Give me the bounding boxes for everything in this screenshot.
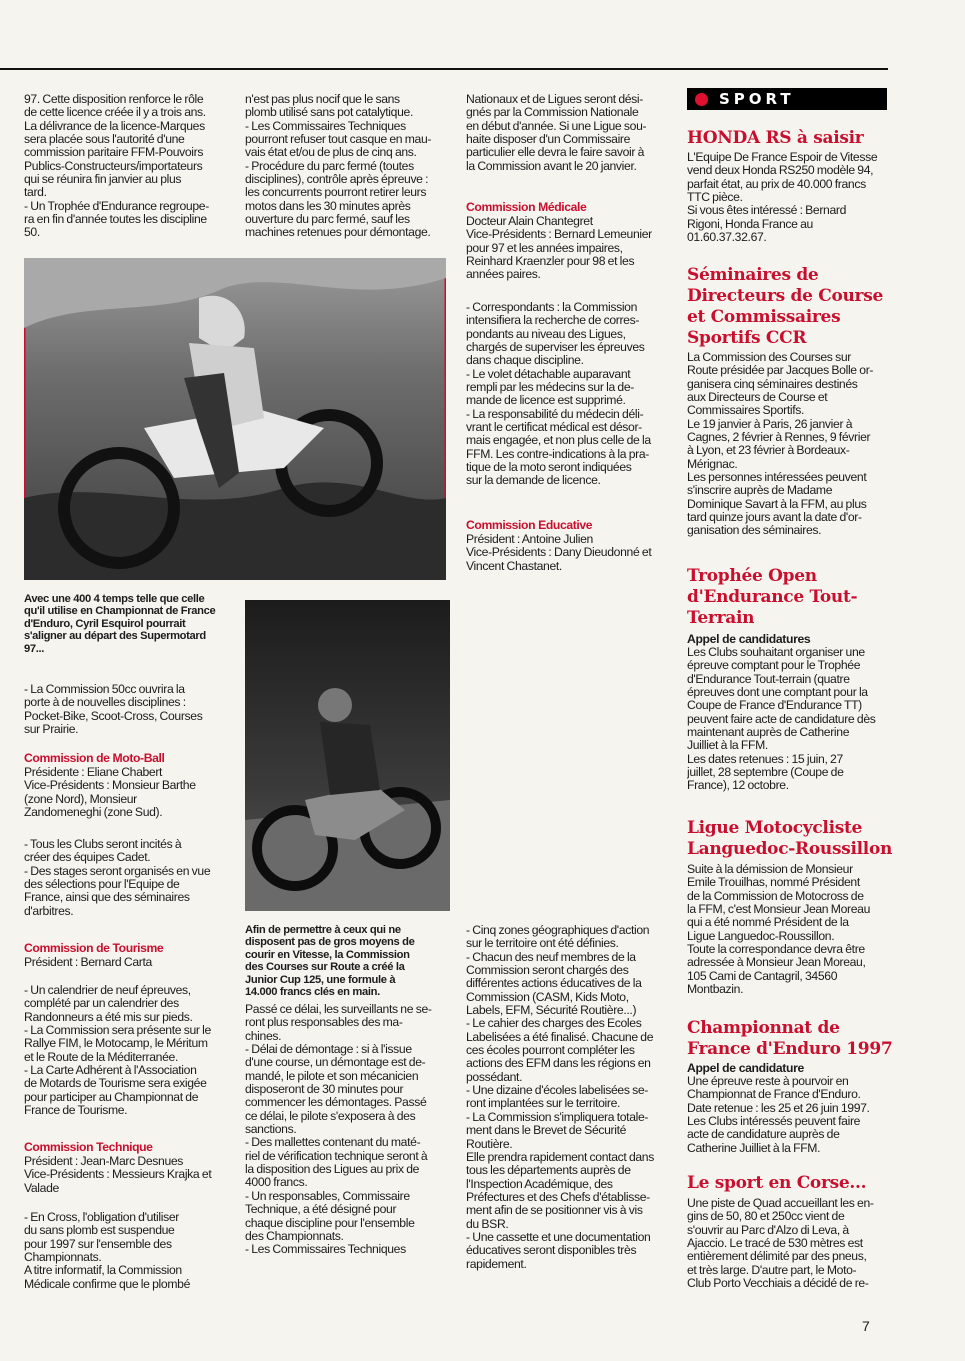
enduro-subtitle: Appel de candidature bbox=[687, 1061, 804, 1075]
trophee-subtitle: Appel de candidatures bbox=[687, 632, 811, 646]
medicale-heading: Commission Médicale bbox=[466, 200, 587, 214]
seminaires-title: Séminaires de Directeurs de Course et Commissaires Sportifs CCR bbox=[687, 265, 883, 348]
junior-cup-caption: Afin de permettre à ceux qui ne disposent pas de gros moyens de courir en Vitesse, la Commission des Courses sur Route a créé la Junior Cup 125, une formule à 14.000 francs clés en main. bbox=[245, 924, 415, 999]
col3-top-text: Nationaux et de Ligues seront dési- gnés par la Commission Nationale en début d'année. Si une Ligue sou- haite disposer d'un Commissaire particulier elle devra le faire savoir à la Commission avant le 20 janvier. bbox=[466, 93, 647, 173]
trophee-title: Trophée Open d'Endurance Tout- Terrain bbox=[687, 566, 858, 628]
enduro-photo-caption: Avec une 400 4 temps telle que celle qu'il utilise en Championnat de France d'Enduro, Cyril Esquirol pourrait s'aligner au départ des Supermotard 97... bbox=[24, 593, 216, 655]
educative-text: Président : Antoine Julien Vice-Présidents : Dany Dieudonné et Vincent Chastanet. bbox=[466, 533, 652, 573]
seminaires-text: La Commission des Courses sur Route présidée par Jacques Bolle or- ganisera cinq séminaires destinés aux Directeurs de Course et Commissaires Sportifs. Le 19 janvier à Paris, 26 janvier à Cagnes, 2 février à Rennes, 9 février à Lyon, et 23 février à Bordeaux- Mérignac. Les personnes intéressées peuvent s'inscrire auprès de Madame Dominique Savart à la FFM, au plus tard quinze jours avant la date d'or- ganisation des séminaires. bbox=[687, 351, 874, 538]
motoball-text: Présidente : Eliane Chabert Vice-Présidents : Monsieur Barthe (zone Nord), Monsieur Zandomeneghi (zone Sud). bbox=[24, 766, 196, 820]
page-number: 7 bbox=[862, 1318, 870, 1334]
enduro-rider-image bbox=[24, 258, 446, 580]
trophee-text: Les Clubs souhaitant organiser une épreuve comptant pour le Trophée d'Endurance Tout-terrain (quatre épreuves dont une comptant pour la Coupe de France d'Endurance TT) peuvent faire acte de candidature dès maintenant auprès de Catherine Juilliet à la FFM. Les dates retenues : 15 juin, 27 juillet, 28 septembre (Coupe de France), 12 octobre. bbox=[687, 646, 876, 793]
red-dot-icon bbox=[695, 93, 708, 106]
corse-title: Le sport en Corse... bbox=[687, 1173, 867, 1193]
col3-bottom-text: - Cinq zones géographiques d'action sur le territoire ont été définies. - Chacun des neuf membres de la Commission seront chargés des différentes actions éducatives de la Commission (CASM, Kids Moto, Labels, EFM, Sécurité Routière...) - Le cahier des charges des Ecoles Labelisées a été finalisé. Chacune de ces écoles pourront compléter les actions des EFM dans les régions en possédant. - Une dizaine d'écoles labelisées se- ront implantées sur le territoire. - La Commission s'impliquera totale- ment dans le Brevet de Sécurité Routière. Elle prendra rapidement contact dans tous les départements auprès de l'Inspection Académique, des Préfectures et des Chefs d'établisse- ment afin de se positionner vis à vis du BSR. - Une cassette et une documentation éducatives seront disponibles très rapidement. bbox=[466, 924, 654, 1271]
tourisme-president: Président : Bernard Carta bbox=[24, 956, 152, 969]
enduro-text: Une épreuve reste à pourvoir en Championnat de France d'Enduro. Date retenue : les 25 et 26 juin 1997. Les Clubs intéressés peuvent faire acte de candidature auprès de Catherine Juilliet à la FFM. bbox=[687, 1075, 870, 1155]
enduro-rider-photo bbox=[24, 258, 446, 580]
col1-clubs-text: - Tous les Clubs seront incités à créer des équipes Cadet. - Des stages seront organisés en vue des sélections pour l'Equipe de France, ainsi que des séminaires d'arbitres. bbox=[24, 838, 211, 918]
honda-text: L'Equipe De France Espoir de Vitesse vend deux Honda RS250 modèle 94, parfait état, au prix de 40.000 francs TTC pièce. Si vous êtes intéressé : Bernard Rigoni, Honda France au 01.60.37.32.67. bbox=[687, 151, 878, 245]
junior-cup-photo bbox=[245, 600, 450, 911]
col2-bottom-text: Passé ce délai, les surveillants ne se- ront plus responsables des ma- chines. - Délai de démontage : si à l'issue d'une course, un démontage est de- mandé, le pilote et son mécanicien disposeront de 30 minutes pour commencer les démontages. Passé ce délai, le pilote s'exposera à des sanctions. - Des mallettes contenant du maté- riel de vérification technique seront à la disposition des Ligues au prix de 4000 francs. - Un responsables, Commissaire Technique, a été désigné pour chaque discipline pour l'ensemble des Championnats. - Les Commissaires Techniques bbox=[245, 1003, 432, 1257]
tourisme-heading: Commission de Tourisme bbox=[24, 941, 164, 955]
col1-50cc-text: - La Commission 50cc ouvrira la porte à de nouvelles disciplines : Pocket-Bike, Scoot-Cross, Courses sur Prairie. bbox=[24, 683, 203, 737]
ligue-title: Ligue Motocycliste Languedoc-Roussillon bbox=[687, 818, 893, 859]
medicale-text: Docteur Alain Chantegret Vice-Présidents : Bernard Lemeunier pour 97 et les années impaires, Reinhard Kraenzler pour 98 et les années paires. bbox=[466, 215, 652, 282]
col2-top-text: n'est pas plus nocif que le sans plomb utilisé sans pot catalytique. - Les Commissaires Techniques pourront refuser tout casque en mau- vais état et/ou de plus de cinq ans. - Procédure du parc fermé (toutes disciplines), contrôle après épreuve : les concurrents pourront retirer leurs motos dans les 30 minutes après ouverture du parc fermé, sauf les machines retenues pour démontage. bbox=[245, 93, 432, 240]
ligue-text: Suite à la démission de Monsieur Emile Trouilhas, nommé Président de la Commission de Motocross de la FFM, c'est Monsieur Jean Moreau qui a été nommé Président de la Ligue Languedoc-Roussillon. Toute la correspondance devra être adressée à Monsieur Jean Moreau, 105 Cami de Cantagril, 34560 Montbazin. bbox=[687, 863, 870, 997]
corse-text: Une piste de Quad accueillant les en- gins de 50, 80 et 250cc vient de s'ouvrir au Parc d'Alzo di Leva, à Ajaccio. Le tracé de 530 mètres est entièrement délimité par des pneus, et très large. D'autre part, le Moto- Club Porto Vecchiais a décidé de re- bbox=[687, 1197, 874, 1291]
col1-top-text: 97. Cette disposition renforce le rôle de cette licence créée il y a trois ans. La délivrance de la licence-Marques sera placée sous l'autorité d'une commission paritaire FFM-Pouvoirs Publics-Constructeurs/importateurs qui se réunira fin janvier au plus tard. - Un Trophée d'Endurance regroupe- ra en fin d'année toutes les discipline 50. bbox=[24, 93, 209, 240]
technique-heading: Commission Technique bbox=[24, 1140, 153, 1154]
col3-correspondants-text: - Correspondants : la Commission intensifiera la recherche de corres- pondants au niveau des Ligues, chargés de superviser les épreuves dans chaque discipline. - Le volet détachable auparavant rempli par les médecins sur la de- mande de licence est supprimé. - La responsabilité du médecin déli- vrant le certificat médical est désor- mais engagée, et non plus celle de la FFM. Les contre-indications à la pra- tique de la moto seront indiquées sur la demande de licence. bbox=[466, 301, 651, 488]
honda-title: HONDA RS à saisir bbox=[687, 128, 864, 148]
sport-banner bbox=[687, 88, 887, 110]
educative-heading: Commission Educative bbox=[466, 518, 593, 532]
motoball-heading: Commission de Moto-Ball bbox=[24, 751, 165, 765]
technique-text: Président : Jean-Marc Desnues Vice-Présidents : Messieurs Krajka et Valade bbox=[24, 1155, 212, 1195]
tourisme-body: - Un calendrier de neuf épreuves, complété par un calendrier des Randonneurs a été mis sur pieds. - La Commission sera présente sur le Rallye FIM, le Motocamp, le Méritum et le Route de la Méditerranée. - La Carte Adhérent à l'Association de Motards de Tourisme sera exigée pour participer au Championnat de France de Tourisme. bbox=[24, 984, 211, 1118]
sport-label: SPORT bbox=[719, 90, 795, 108]
header-rule bbox=[0, 68, 888, 70]
junior-cup-image bbox=[245, 600, 450, 911]
technique-body: - En Cross, l'obligation d'utiliser du sans plomb est suspendue pour 1997 sur l'ensemble des Championnats. A titre informatif, la Commission Médicale confirme que le plombé bbox=[24, 1211, 190, 1291]
enduro-title: Championnat de France d'Enduro 1997 bbox=[687, 1018, 893, 1059]
